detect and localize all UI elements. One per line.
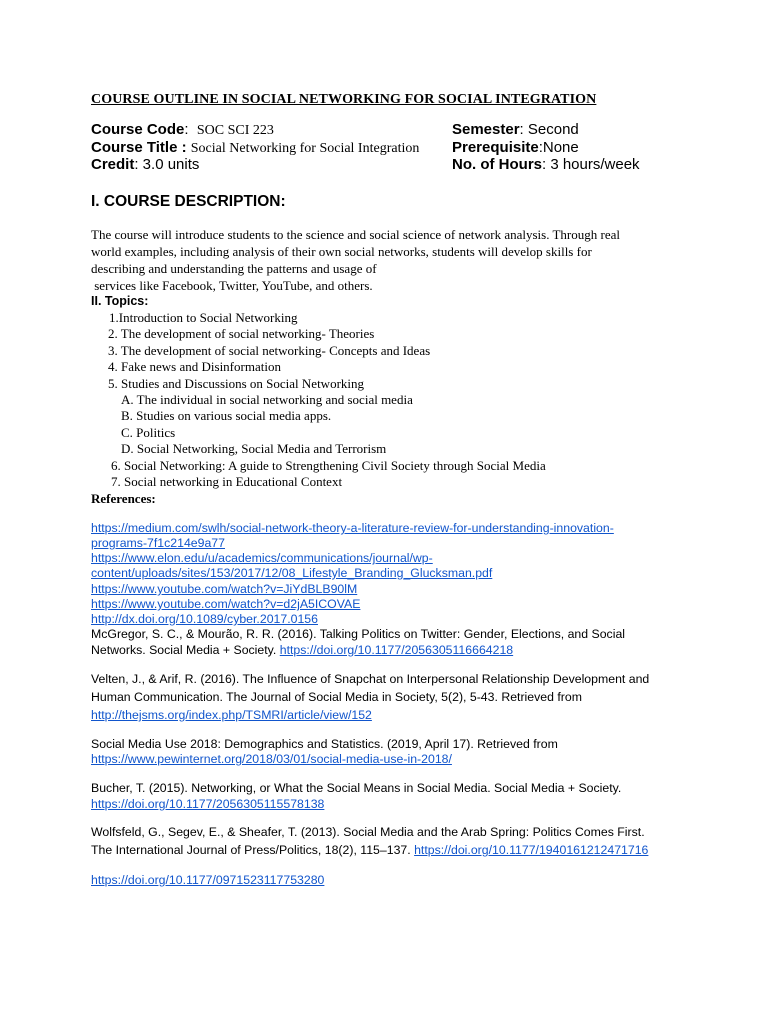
reference-link[interactable]: https://medium.com/swlh/social-network-theory-a-literature-review-for-understanding-innovation- (91, 521, 614, 535)
topic-item: 6. Social Networking: A guide to Strengthening Civil Society through Social Media (111, 458, 546, 473)
semester-row (452, 121, 579, 138)
reference-velten-line: Human Communication. The Journal of Social Media in Society, 5(2), 5-43. Retrieved from (91, 690, 582, 704)
reference-bucher-line: Bucher, T. (2015). Networking, or What the Social Means in Social Media. Social Media + Society. (91, 781, 622, 795)
reference-link[interactable]: https://www.elon.edu/u/academics/communications/journal/wp- (91, 551, 433, 565)
course-title-row (91, 139, 419, 157)
subtopic-item: A. The individual in social networking and social media (121, 392, 413, 407)
semester-value: : Second (519, 121, 579, 138)
semester-label: Semester (452, 121, 520, 138)
hours-label: No. of Hours (452, 156, 542, 173)
reference-link[interactable]: https://doi.org/10.1177/1940161212471716 (414, 843, 649, 857)
reference-mcgregor-line: McGregor, S. C., & Mourão, R. R. (2016). Talking Politics on Twitter: Gender, Elections, and Social (91, 627, 626, 641)
credit-row (91, 156, 199, 173)
topic-item: 4. Fake news and Disinformation (108, 359, 281, 374)
credit-label: Credit (91, 156, 135, 173)
course-title-label: Course Title : (91, 139, 187, 156)
course-title-value: Social Networking for Social Integration (190, 141, 420, 156)
hours-row (452, 156, 640, 173)
reference-text: The International Journal of Press/Politics, 18(2), 115–137. (91, 843, 415, 857)
subtopic-item: D. Social Networking, Social Media and Terrorism (121, 441, 387, 456)
course-code-label: Course Code (91, 121, 185, 138)
reference-wolfsfeld-line: Wolfsfeld, G., Segev, E., & Sheafer, T. (2013). Social Media and the Arab Spring: Politics Comes First. (91, 825, 645, 839)
course-code-row (91, 121, 274, 139)
reference-link[interactable]: https://www.pewinternet.org/2018/03/01/social-media-use-in-2018/ (91, 752, 452, 766)
reference-link[interactable]: https://www.youtube.com/watch?v=d2jA5ICOVAE (91, 597, 361, 611)
topic-item: 2. The development of social networking- Theories (108, 326, 375, 341)
reference-link[interactable]: https://doi.org/10.1177/0971523117753280 (91, 873, 325, 887)
reference-velten-line: Velten, J., & Arif, R. (2016). The Influence of Snapchat on Interpersonal Relationship Development and (91, 672, 650, 686)
prerequisite-row (452, 139, 579, 156)
description-line: world examples, including analysis of their own social networks, students will develop skills for (91, 244, 592, 259)
topics-heading: II. Topics: (91, 294, 149, 308)
topic-item: 5. Studies and Discussions on Social Networking (108, 376, 365, 391)
course-description-text (91, 226, 671, 294)
reference-link[interactable]: http://thejsms.org/index.php/TSMRI/article/view/152 (91, 708, 372, 722)
description-line: The course will introduce students to the science and social science of network analysis. Through real (91, 227, 620, 242)
credit-value: : 3.0 units (134, 156, 200, 173)
subtopic-item: C. Politics (121, 425, 176, 440)
hours-value: : 3 hours/week (542, 156, 640, 173)
topic-item: 7. Social networking in Educational Context (111, 474, 343, 489)
reference-link[interactable]: http://dx.doi.org/10.1089/cyber.2017.0156 (91, 612, 318, 626)
subtopic-item: B. Studies on various social media apps. (121, 408, 332, 423)
reference-pew-line: Social Media Use 2018: Demographics and Statistics. (2019, April 17). Retrieved from (91, 737, 558, 751)
reference-link[interactable]: https://doi.org/10.1177/2056305116664218 (279, 643, 514, 657)
description-line: describing and understanding the patterns and usage of (91, 261, 377, 276)
references-heading: References: (91, 491, 156, 506)
topic-item: 1.Introduction to Social Networking (109, 310, 298, 325)
topic-item: 3. The development of social networking- Concepts and Ideas (108, 343, 431, 358)
reference-link[interactable]: https://www.youtube.com/watch?v=JiYdBLB90lM (91, 582, 358, 596)
prerequisite-label: Prerequisite (452, 139, 539, 156)
document-title: COURSE OUTLINE IN SOCIAL NETWORKING FOR SOCIAL INTEGRATION (91, 92, 597, 107)
reference-link[interactable]: https://doi.org/10.1177/2056305115578138 (91, 797, 325, 811)
course-code-value: SOC SCI 223 (196, 123, 274, 138)
colon: : (184, 121, 197, 138)
course-description-heading: I. COURSE DESCRIPTION: (91, 193, 286, 210)
reference-wolfsfeld-line (91, 843, 648, 859)
prerequisite-value: :None (538, 139, 579, 156)
reference-text: Networks. Social Media + Society. (91, 643, 280, 657)
reference-link[interactable]: programs-7f1c214e9a77 (91, 536, 225, 550)
reference-mcgregor-line (91, 643, 513, 659)
reference-link[interactable]: content/uploads/sites/153/2017/12/08_Lifestyle_Branding_Glucksman.pdf (91, 566, 493, 580)
description-line: services like Facebook, Twitter, YouTube, and others. (91, 278, 373, 293)
